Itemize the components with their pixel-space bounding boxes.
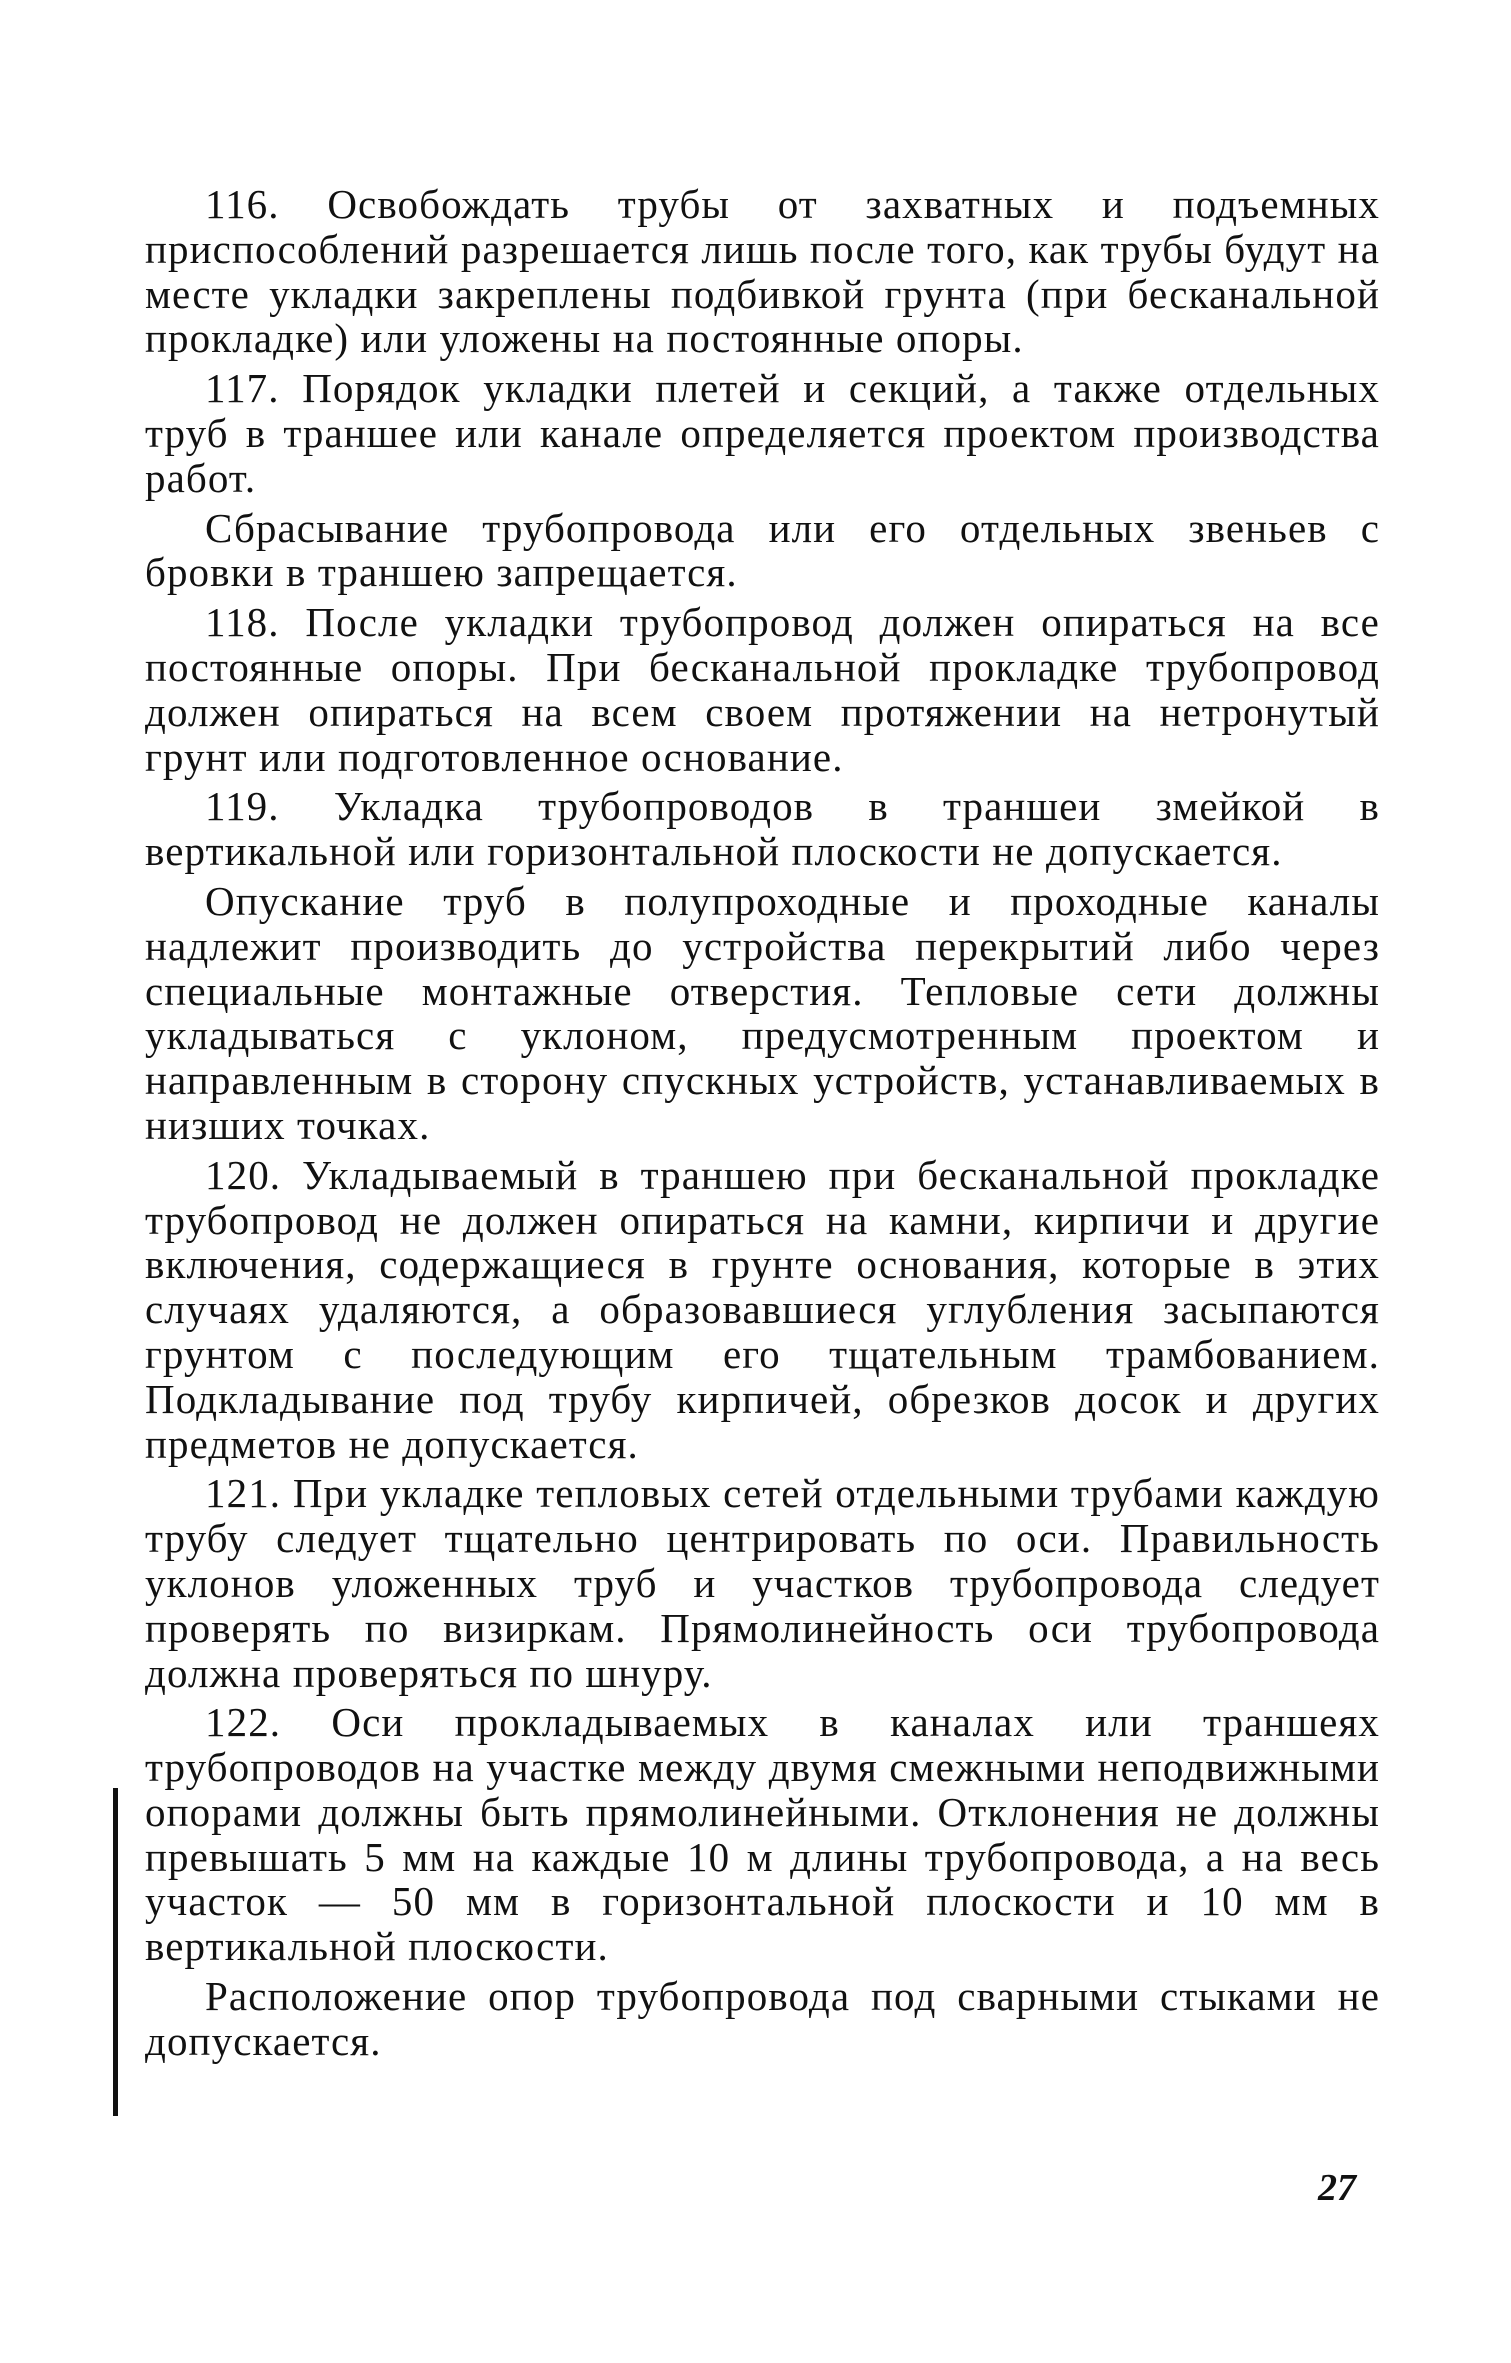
paragraph-118: 118. После укладки трубопровод должен опираться на все постоянные опоры. При бесканальной прокладке трубопровод должен опираться на всем своем протяжении на нетронутый грунт или подготовленное основание. bbox=[145, 599, 1380, 780]
body-text bbox=[145, 182, 1380, 2069]
page-number: 27 bbox=[1318, 2167, 1356, 2209]
paragraph-121: 121. При укладке тепловых сетей отдельными трубами каждую трубу следует тщательно центрировать по оси. Правильность уклонов уложенных труб и участков трубопровода следует проверять по визиркам. Прямолинейность оси трубопровода должна проверяться по шнуру. bbox=[145, 1470, 1380, 1696]
paragraph-lowering-pipes: Опускание труб в полупроходные и проходные каналы надлежит производить до устройства перекрытий либо через специальные монтажные отверстия. Тепловые сети должны укладываться с уклоном, предусмотренным проектом и направленным в сторону спускных устройств, устанавливаемых в низших точках. bbox=[145, 877, 1380, 1148]
paragraph-supports-placement: Расположение опор трубопровода под сварными стыками не допускается. bbox=[145, 1973, 1380, 2064]
paragraph-116: 116. Освобождать трубы от захватных и подъемных приспособлений разрешается лишь после того, как трубы будут на месте укладки закреплены подбивкой грунта (при бесканальной прокладке) или уложены на постоянные опоры. bbox=[145, 181, 1380, 362]
paragraph-117: 117. Порядок укладки плетей и секций, а также отдельных труб в траншее или канале определяется проектом производства работ. bbox=[145, 365, 1380, 501]
paragraph-119: 119. Укладка трубопроводов в траншеи змейкой в вертикальной или горизонтальной плоскости не допускается. bbox=[145, 783, 1380, 875]
paragraph-dropping-prohibited: Сбрасывание трубопровода или его отдельных звеньев с бровки в траншею запрещается. bbox=[145, 504, 1380, 596]
paragraph-120: 120. Укладываемый в траншею при бесканальной прокладке трубопровод не должен опираться на камни, кирпичи и другие включения, содержащиеся в грунте основания, которые в этих случаях удаляются, а образовавшиеся углубления засыпаются грунтом с последующим его тщательным трамбованием. Подкладывание под трубу кирпичей, обрезков досок и других предметов не допускается. bbox=[145, 1151, 1380, 1467]
revision-margin-bar bbox=[113, 1788, 118, 2116]
paragraph-122: 122. Оси прокладываемых в каналах или траншеях трубопроводов на участке между двумя смежными неподвижными опорами должны быть прямолинейными. Отклонения не должны превышать 5 мм на каждые 10 м длины трубопровода, а на весь участок — 50 мм в горизонтальной плоскости и 10 мм в вертикальной плоскости. bbox=[145, 1699, 1380, 1970]
